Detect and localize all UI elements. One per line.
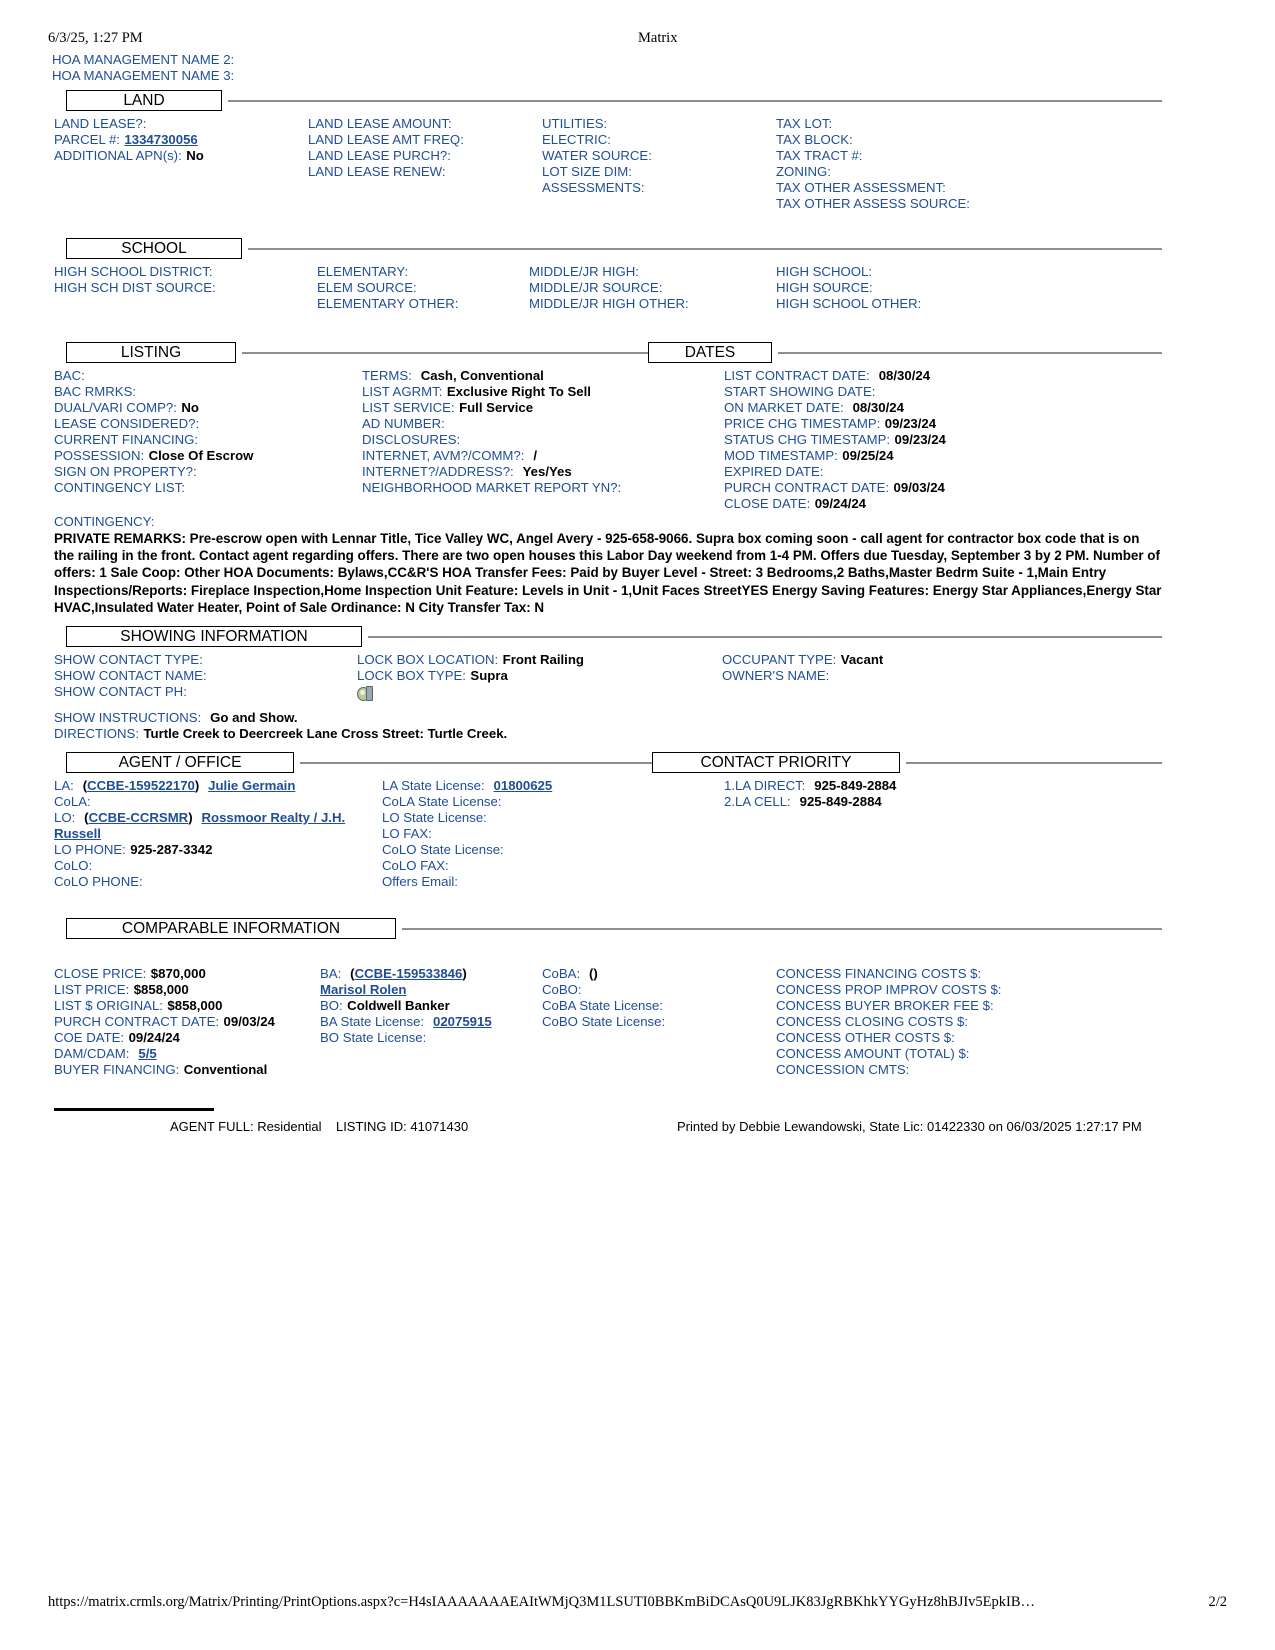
field-value: 09/23/24	[894, 432, 946, 447]
field-label: UTILITIES:	[542, 116, 608, 131]
section-title-contact-priority: CONTACT PRIORITY	[652, 752, 900, 773]
field-value: 925-849-2884	[814, 778, 897, 794]
field-label: CURRENT FINANCING:	[54, 432, 199, 447]
field-value: Front Railing	[502, 652, 584, 668]
field-label: CoBA State License:	[542, 998, 663, 1014]
field-label: ON MARKET DATE:	[724, 400, 844, 415]
field-value: Go and Show.	[210, 710, 298, 726]
field-label: INTERNET, AVM?/COMM?:	[362, 448, 525, 463]
field-label: TAX TRACT #:	[776, 148, 863, 163]
showing-col-1	[54, 652, 207, 700]
school-col-1	[54, 264, 216, 296]
field-label: CONTINGENCY:	[54, 514, 155, 529]
field-label: TAX BLOCK:	[776, 132, 853, 147]
field-label: LIST PRICE:	[54, 982, 130, 998]
field-value: 09/03/24	[223, 1014, 275, 1030]
section-header-land	[52, 90, 1162, 112]
field-value: No	[186, 148, 204, 163]
section-rule	[300, 762, 652, 764]
listing-id-value: 41071430	[410, 1118, 469, 1134]
field-label: HIGH SOURCE:	[776, 280, 873, 295]
school-col-3	[529, 264, 689, 312]
land-col-3	[542, 116, 652, 196]
field-value: 08/30/24	[878, 368, 931, 383]
print-header	[48, 30, 1227, 50]
field-label: LIST AGRMT:	[362, 384, 443, 399]
field-label: ASSESSMENTS:	[542, 180, 645, 195]
field-value: Full Service	[459, 400, 534, 415]
section-title-agent-office: AGENT / OFFICE	[66, 752, 294, 773]
field-label: COE DATE:	[54, 1030, 125, 1046]
field-label: OCCUPANT TYPE:	[722, 652, 837, 668]
field-label: DISCLOSURES:	[362, 432, 461, 447]
field-label: Offers Email:	[382, 874, 458, 890]
field-label: PARCEL #:	[54, 132, 120, 147]
field-label: MIDDLE/JR HIGH OTHER:	[529, 296, 689, 311]
agent-office-fields	[52, 778, 1162, 894]
field-label: DUAL/VARI COMP?:	[54, 400, 177, 415]
field-value: Close Of Escrow	[148, 448, 254, 463]
comparable-col-3	[542, 966, 665, 1030]
land-col-1	[54, 116, 204, 164]
agent-col-2	[382, 778, 552, 890]
field-label: LOCK BOX TYPE:	[357, 668, 466, 684]
field-value: 09/23/24	[884, 416, 937, 431]
field-label: BA State License:	[320, 1014, 425, 1030]
field-label: STATUS CHG TIMESTAMP:	[724, 432, 891, 447]
showing-col-2	[357, 652, 584, 702]
field-label: CLOSE DATE:	[724, 496, 811, 511]
field-label: OWNER'S NAME:	[722, 668, 830, 684]
field-value: $870,000	[150, 966, 206, 982]
field-label: BO State License:	[320, 1030, 427, 1046]
field-label: CONTINGENCY LIST:	[54, 480, 185, 495]
show-instructions-row	[54, 710, 1162, 726]
land-fields	[52, 116, 1162, 212]
ba-state-license-link[interactable]: 02075915	[433, 1014, 492, 1030]
field-label: TERMS:	[362, 368, 412, 383]
section-rule	[242, 352, 648, 354]
field-label: CONCESS BUYER BROKER FEE $:	[776, 998, 994, 1014]
land-col-4	[776, 116, 970, 212]
listing-dates-fields	[52, 368, 1162, 510]
listing-document	[52, 52, 1162, 1139]
listing-office-code-link[interactable]: CCBE-CCRSMR	[88, 810, 189, 826]
field-label: MIDDLE/JR SOURCE:	[529, 280, 663, 295]
field-label: BA:	[320, 966, 342, 982]
listing-col-1	[54, 368, 253, 496]
field-label: HOA MANAGEMENT NAME 2:	[52, 52, 235, 67]
field-label: LAND LEASE AMOUNT:	[308, 116, 452, 131]
field-label: LO FAX:	[382, 826, 432, 842]
document-footer	[52, 1119, 1162, 1139]
field-label: EXPIRED DATE:	[724, 464, 824, 479]
field-row	[52, 52, 1162, 68]
field-label: CLOSE PRICE:	[54, 966, 147, 982]
field-value: No	[181, 400, 199, 415]
field-label: CoLA State License:	[382, 794, 502, 810]
section-header-listing-dates	[52, 342, 1162, 364]
field-label: HIGH SCHOOL DISTRICT:	[54, 264, 213, 279]
buyer-agent-name-link[interactable]: Marisol Rolen	[320, 982, 407, 998]
section-title-land: LAND	[66, 90, 222, 111]
field-label: HIGH SCHOOL OTHER:	[776, 296, 922, 311]
section-rule	[228, 100, 1162, 102]
field-row	[52, 68, 1162, 84]
section-header-comparable	[52, 918, 1162, 940]
section-rule	[778, 352, 1162, 354]
field-label: 1.LA DIRECT:	[724, 778, 806, 794]
field-value: 925-849-2884	[799, 794, 882, 810]
field-value: Vacant	[840, 652, 884, 668]
agent-col-1	[54, 778, 354, 890]
field-label: LO State License:	[382, 810, 487, 826]
print-header-title: Matrix	[638, 30, 678, 46]
field-label: TAX OTHER ASSESS SOURCE:	[776, 196, 970, 211]
field-label: CoLA:	[54, 794, 91, 810]
field-value: $858,000	[133, 982, 189, 998]
listing-agent-name-link[interactable]: Julie Germain	[208, 778, 296, 794]
agent-full-info	[170, 1119, 468, 1134]
field-label: CoLO PHONE:	[54, 874, 143, 890]
print-footer-page: 2/2	[1208, 1594, 1227, 1610]
field-label: SIGN ON PROPERTY?:	[54, 464, 197, 479]
section-title-dates: DATES	[648, 342, 772, 363]
field-label: POSSESSION:	[54, 448, 145, 463]
field-label: LIST SERVICE:	[362, 400, 455, 415]
section-header-agent-contact	[52, 752, 1162, 774]
parcel-number-link[interactable]: 1334730056	[124, 132, 198, 147]
directions-row	[54, 726, 1162, 742]
school-col-4	[776, 264, 921, 312]
field-label: LIST $ ORIGINAL:	[54, 998, 163, 1014]
section-rule	[248, 248, 1162, 250]
section-title-showing: SHOWING INFORMATION	[66, 626, 362, 647]
field-label: AD NUMBER:	[362, 416, 445, 431]
printed-by-text: Printed by Debbie Lewandowski, State Lic: 01422330 on 06/03/2025 1:27:17 PM	[677, 1118, 1142, 1134]
comparable-col-1	[54, 966, 275, 1078]
showing-col-3	[722, 652, 883, 684]
field-label: NEIGHBORHOOD MARKET REPORT YN?:	[362, 480, 622, 495]
field-label: TAX LOT:	[776, 116, 833, 131]
field-label: LAND LEASE?:	[54, 116, 147, 131]
contact-priority-col	[724, 778, 896, 810]
section-title-comparable: COMPARABLE INFORMATION	[66, 918, 396, 939]
school-col-2	[317, 264, 458, 312]
field-label: START SHOWING DATE:	[724, 384, 876, 399]
field-value: 08/30/24	[852, 400, 904, 415]
listing-agent-code-link[interactable]: CCBE-159522170	[87, 778, 195, 794]
field-label: CoBO:	[542, 982, 582, 998]
field-label: MOD TIMESTAMP:	[724, 448, 838, 463]
field-value: Exclusive Right To Sell	[446, 384, 591, 399]
section-rule	[368, 636, 1162, 638]
field-label: PRICE CHG TIMESTAMP:	[724, 416, 881, 431]
field-label: CONCESS OTHER COSTS $:	[776, 1030, 955, 1046]
la-state-license-link[interactable]: 01800625	[493, 778, 553, 794]
field-label: MIDDLE/JR HIGH:	[529, 264, 639, 279]
field-label: HIGH SCHOOL:	[776, 264, 872, 279]
field-label: CONCESSION CMTS:	[776, 1062, 910, 1078]
comparable-col-2	[320, 966, 550, 1046]
field-value: Turtle Creek to Deercreek Lane Cross Street: Turtle Creek.	[143, 726, 508, 742]
agent-full-value: Residential	[257, 1118, 322, 1134]
field-label: ELEMENTARY:	[317, 264, 409, 279]
field-value: 09/03/24	[893, 480, 945, 495]
field-label: BAC:	[54, 368, 85, 383]
field-label: BAC RMRKS:	[54, 384, 137, 399]
field-value: Cash, Conventional	[420, 368, 544, 383]
field-value: Conventional	[183, 1062, 268, 1078]
section-rule	[906, 762, 1162, 764]
field-label: LOT SIZE DIM:	[542, 164, 632, 179]
field-label: ZONING:	[776, 164, 831, 179]
field-label: SHOW CONTACT PH:	[54, 684, 187, 700]
listing-col-2	[362, 368, 621, 496]
listing-office-name-link[interactable]: Rossmoor Realty / J.H. Russell	[54, 810, 346, 842]
field-label: PURCH CONTRACT DATE:	[724, 480, 890, 495]
field-label: LAND LEASE PURCH?:	[308, 148, 451, 163]
field-label: SHOW CONTACT NAME:	[54, 668, 207, 684]
print-header-date: 6/3/25, 1:27 PM	[48, 30, 143, 46]
section-title-school: SCHOOL	[66, 238, 242, 259]
field-label: PURCH CONTRACT DATE:	[54, 1014, 220, 1030]
lockbox-icon	[357, 686, 372, 701]
buyer-agent-row: BA: (CCBE-159533846)	[320, 966, 467, 982]
field-label: HIGH SCH DIST SOURCE:	[54, 280, 216, 295]
field-label: CoLO:	[54, 858, 93, 874]
print-footer-url: https://matrix.crmls.org/Matrix/Printing/PrintOptions.aspx?c=H4sIAAAAAAAEAItWMjQ3M1LSUTI0BBKmBiDCAsQ0U9LJK83JgRBKhkYYGyHz8hBJIv5EpkIB…	[48, 1594, 1036, 1610]
field-label: SHOW CONTACT TYPE:	[54, 652, 203, 668]
field-label: LA:	[54, 778, 74, 794]
field-value: Supra	[470, 668, 508, 684]
comparable-fields	[52, 966, 1162, 1096]
field-value: $858,000	[167, 998, 223, 1014]
field-label: LO PHONE:	[54, 842, 126, 858]
field-label: INTERNET?/ADDRESS?:	[362, 464, 514, 479]
field-label: CoLO State License:	[382, 842, 504, 858]
field-label: LOCK BOX LOCATION:	[357, 652, 499, 668]
field-label: WATER SOURCE:	[542, 148, 652, 163]
field-value: Coldwell Banker	[347, 998, 450, 1014]
hoa-fields	[52, 52, 1162, 84]
buyer-agent-code-link[interactable]: CCBE-159533846	[354, 966, 463, 982]
field-value: 09/24/24	[814, 496, 867, 511]
field-label: BO:	[320, 998, 343, 1014]
dam-cdam-link[interactable]: 5/5	[138, 1046, 157, 1062]
field-label: DIRECTIONS:	[54, 726, 139, 742]
field-label: ADDITIONAL APN(s):	[54, 148, 182, 163]
field-value: Yes/Yes	[522, 464, 572, 479]
field-value: 925-287-3342	[130, 842, 213, 858]
showing-fields	[52, 652, 1162, 710]
field-label: BUYER FINANCING:	[54, 1062, 180, 1078]
field-label: TAX OTHER ASSESSMENT:	[776, 180, 946, 195]
section-rule	[402, 928, 1162, 930]
field-label: CONCESS PROP IMPROV COSTS $:	[776, 982, 1002, 998]
listing-agent-row: LA: (CCBE-159522170) Julie Germain	[54, 778, 296, 794]
field-label: ELEMENTARY OTHER:	[317, 296, 459, 311]
listing-id-label: LISTING ID:	[335, 1118, 407, 1134]
field-label: LEASE CONSIDERED?:	[54, 416, 200, 431]
private-remarks: PRIVATE REMARKS: Pre-escrow open with Lennar Title, Tice Valley WC, Angel Avery - 925-658-9066. Supra box coming soon - call agent for contractor box code that is on the railing in the front. Contact agent regarding offers. There are two open houses this Labor Day weekend from 1-4 PM. Offers due Tuesday, September 3 by 2 PM. Number of offers: 1 Sale Coop: Other HOA Documents: Bylaws,CC&R'S HOA Transfer Fees: Paid by Buyer Level - Street: 3 Bedrooms,2 Baths,Master Bedrm Suite - 1,Main Entry Inspections/Reports: Fireplace Inspection,Home Inspection Unit Feature: Levels in Unit - 1,Unit Faces StreetYES Energy Saving Features: Energy Star Appliances,Energy Star HVAC,Insulated Water Heater, Point of Sale Ordinance: N City Transfer Tax: N	[54, 531, 1162, 615]
land-col-2	[308, 116, 464, 180]
field-label: 2.LA CELL:	[724, 794, 791, 810]
dates-col	[724, 368, 946, 512]
listing-office-row: LO: (CCBE-CCRSMR) Rossmoor Realty / J.H. Russell	[54, 810, 346, 842]
section-title-listing: LISTING	[66, 342, 236, 363]
field-value: 09/25/24	[842, 448, 894, 463]
contingency-row	[54, 514, 1162, 530]
field-label: CONCESS FINANCING COSTS $:	[776, 966, 982, 982]
field-label: CoLO FAX:	[382, 858, 449, 874]
field-label: LIST CONTRACT DATE:	[724, 368, 870, 383]
field-label: CONCESS CLOSING COSTS $:	[776, 1014, 968, 1030]
field-label: ELEM SOURCE:	[317, 280, 417, 295]
field-label: ELECTRIC:	[542, 132, 611, 147]
field-label: CONCESS AMOUNT (TOTAL) $:	[776, 1046, 970, 1062]
field-label: CoBA:	[542, 966, 581, 982]
field-value: /	[533, 448, 537, 463]
field-label: LO:	[54, 810, 76, 826]
field-label: SHOW INSTRUCTIONS:	[54, 710, 202, 726]
agent-full-label: AGENT FULL:	[170, 1118, 254, 1134]
field-value: ()	[589, 966, 598, 982]
field-label: LA State License:	[382, 778, 485, 794]
section-header-school	[52, 238, 1162, 260]
field-label: LAND LEASE RENEW:	[308, 164, 446, 179]
footer-divider	[54, 1108, 214, 1111]
school-fields	[52, 264, 1162, 318]
section-header-showing	[52, 626, 1162, 648]
print-footer	[48, 1594, 1227, 1614]
field-label: LAND LEASE AMT FREQ:	[308, 132, 464, 147]
field-value: 09/24/24	[128, 1030, 180, 1046]
comparable-col-4	[776, 966, 1001, 1078]
field-label: DAM/CDAM:	[54, 1046, 130, 1062]
field-label: CoBO State License:	[542, 1014, 666, 1030]
field-label: HOA MANAGEMENT NAME 3:	[52, 68, 235, 83]
